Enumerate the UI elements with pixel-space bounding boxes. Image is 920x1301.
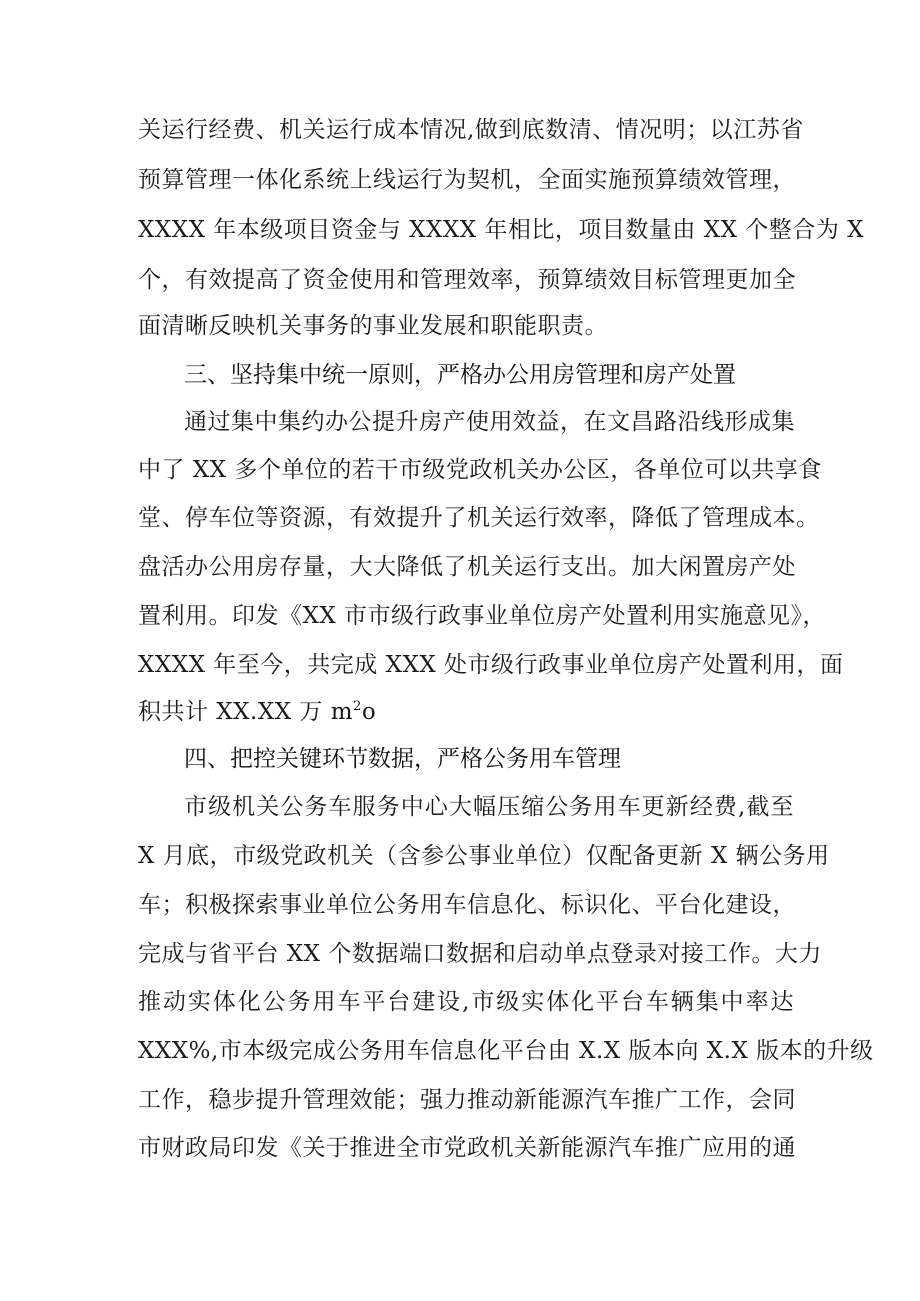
paragraph-1-line-3: XXXX 年本级项目资金与 XXXX 年相比，项目数量由 XX 个整合为 X — [138, 217, 864, 243]
section-3-line-4: 盘活办公用房存量，大大降低了机关运行支出。加大闲置房产处 — [138, 554, 796, 580]
section-3-line-2: 中了 XX 多个单位的若干市级党政机关办公区，各单位可以共享食 — [138, 457, 822, 483]
section-4-heading: 四、把控关键环节数据，严格公务用车管理 — [184, 746, 621, 772]
section-3-line-1: 通过集中集约办公提升房产使用效益，在文昌路沿线形成集 — [184, 409, 795, 435]
section-3-line-6: XXXX 年至今，共完成 XXX 处市级行政事业单位房产处置利用，面 — [138, 652, 844, 678]
paragraph-1-line-2: 预算管理一体化系统上线运行为契机，全面实施预算绩效管理， — [138, 167, 796, 193]
section-3-line-5: 置利用。印发《XX 市市级行政事业单位房产处置利用实施意见》， — [138, 603, 827, 629]
paragraph-1-line-5: 面清晰反映机关事务的事业发展和职能职责。 — [138, 313, 608, 339]
paragraph-1-line-1: 关运行经费、机关运行成本情况,做到底数清、情况明；以江苏省 — [138, 117, 804, 143]
section-3-line-7 — [138, 690, 794, 734]
section-3-line-3: 堂、停车位等资源，有效提升了机关运行效率，降低了管理成本。 — [138, 505, 820, 531]
section-3-heading: 三、坚持集中统一原则，严格办公用房管理和房产处置 — [184, 362, 736, 388]
section-4-line-2: X 月底，市级党政机关（含参公事业单位）仅配备更新 X 辆公务用 — [138, 843, 830, 869]
section-4-line-8: 市财政局印发《关于推进全市党政机关新能源汽车推广应用的通 — [138, 1135, 796, 1161]
section-3-line-7-suffix: o — [361, 699, 377, 725]
section-4-line-7: 工作，稳步提升管理效能；强力推动新能源汽车推广工作，会同 — [138, 1087, 796, 1113]
section-4-line-3: 车；积极探索事业单位公务用车信息化、标识化、平台化建设， — [138, 892, 796, 918]
section-4-line-1: 市级机关公务车服务中心大幅压缩公务用车更新经费,截至 — [184, 794, 794, 820]
paragraph-1-line-4: 个，有效提高了资金使用和管理效率，预算绩效目标管理更加全 — [138, 267, 796, 293]
section-4-line-6: XXX%,市本级完成公务用车信息化平台由 X.X 版本向 X.X 版本的升级 — [138, 1038, 874, 1064]
section-4-line-4: 完成与省平台 XX 个数据端口数据和启动单点登录对接工作。大力 — [138, 941, 822, 967]
section-3-line-7-text: 积共计 XX.XX 万 m — [138, 699, 354, 725]
superscript-2: 2 — [353, 699, 362, 714]
section-4-line-5: 推动实体化公务用车平台建设,市级实体化平台车辆集中率达 — [138, 989, 794, 1015]
